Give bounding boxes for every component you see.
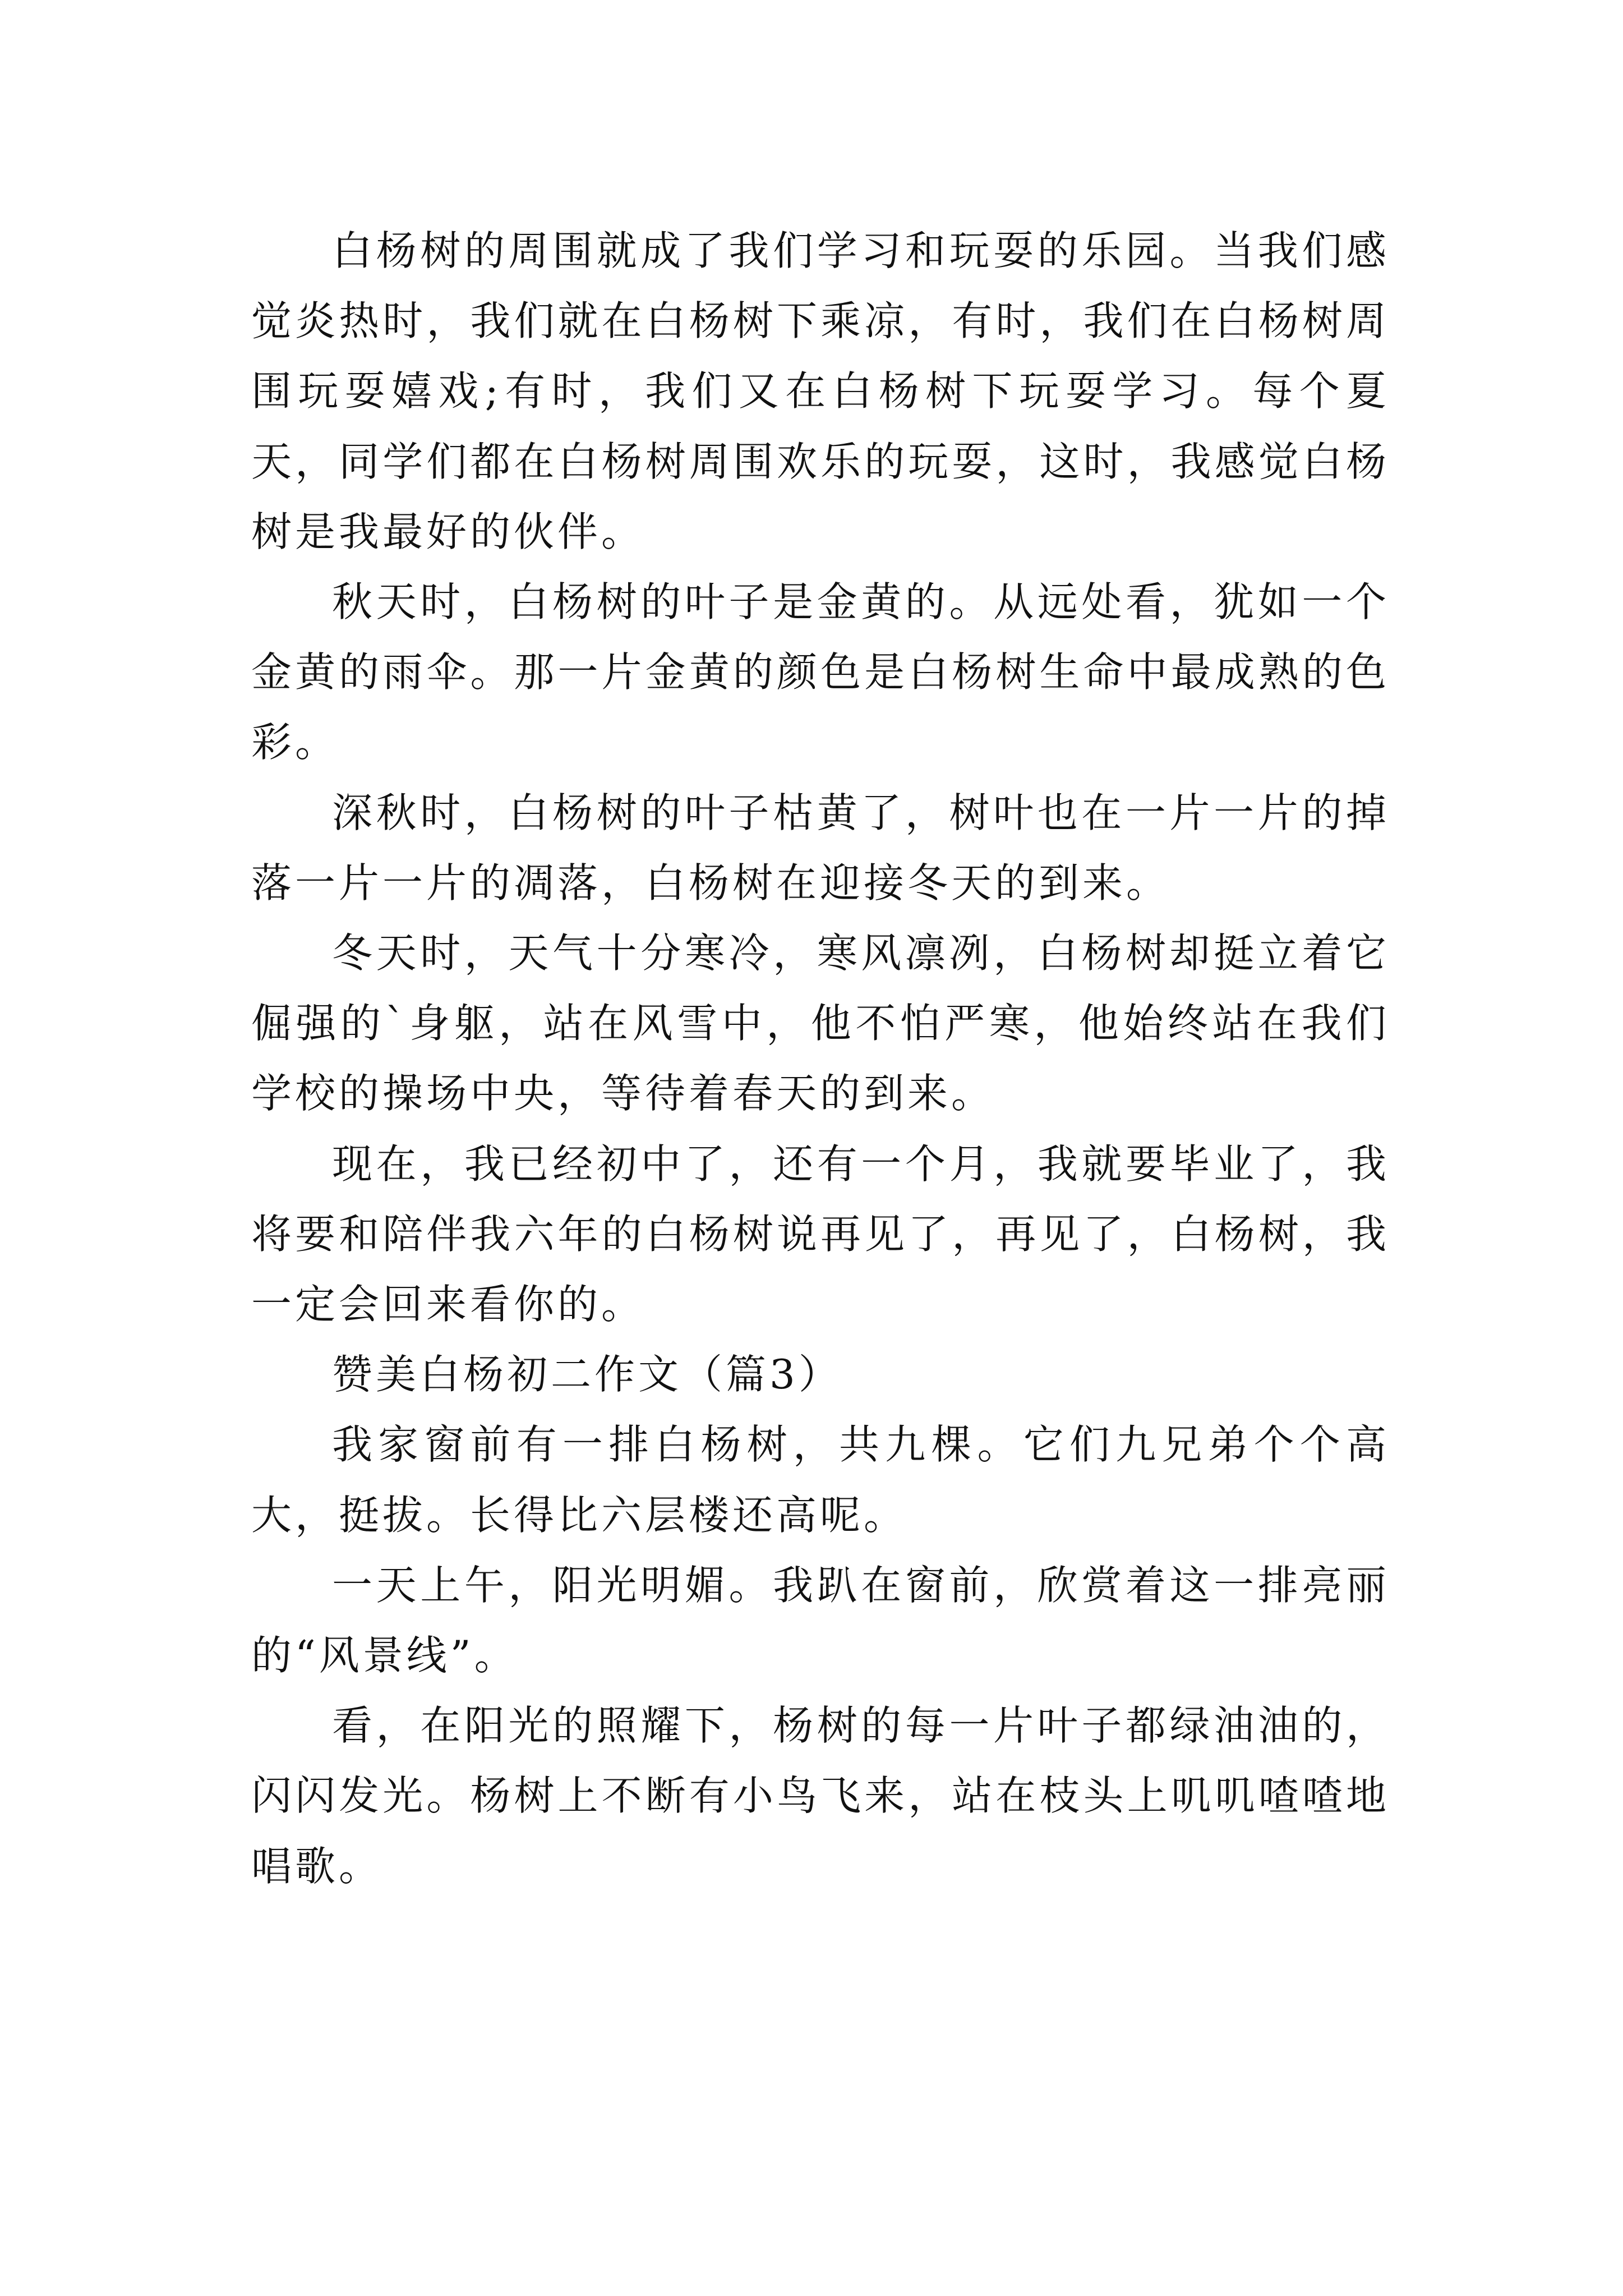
- document-body: [251, 216, 1390, 1902]
- paragraph: 现在，我已经初中了，还有一个月，我就要毕业了，我将要和陪伴我六年的白杨树说再见了，再见了，白杨树，我一定会回来看你的。: [251, 1140, 1390, 1328]
- paragraph: 白杨树的周围就成了我们学习和玩耍的乐园。当我们感觉炎热时，我们就在白杨树下乘凉，有时，我们在白杨树周围玩耍嬉戏;有时，我们又在白杨树下玩耍学习。每个夏天，同学们都在白杨树周围欢乐的玩耍，这时，我感觉白杨树是我最好的伙伴。: [251, 227, 1390, 555]
- paragraph: 看，在阳光的照耀下，杨树的每一片叶子都绿油油的，闪闪发光。杨树上不断有小鸟飞来，站在枝头上叽叽喳喳地唱歌。: [251, 1702, 1390, 1890]
- paragraph: 深秋时，白杨树的叶子枯黄了，树叶也在一片一片的掉落一片一片的凋落，白杨树在迎接冬天的到来。: [251, 789, 1390, 907]
- paragraph: 冬天时，天气十分寒冷，寒风凛冽，白杨树却挺立着它倔强的`身躯，站在风雪中，他不怕严寒，他始终站在我们学校的操场中央，等待着春天的到来。: [251, 930, 1390, 1117]
- paragraph: 我家窗前有一排白杨树，共九棵。它们九兄弟个个高大，挺拔。长得比六层楼还高呢。: [251, 1421, 1390, 1539]
- section-heading: 赞美白杨初二作文（篇3）: [332, 1351, 842, 1398]
- paragraph: 秋天时，白杨树的叶子是金黄的。从远处看，犹如一个金黄的雨伞。那一片金黄的颜色是白杨树生命中最成熟的色彩。: [251, 578, 1390, 766]
- paragraph: 一天上午，阳光明媚。我趴在窗前，欣赏着这一排亮丽的“风景线”。: [251, 1561, 1390, 1680]
